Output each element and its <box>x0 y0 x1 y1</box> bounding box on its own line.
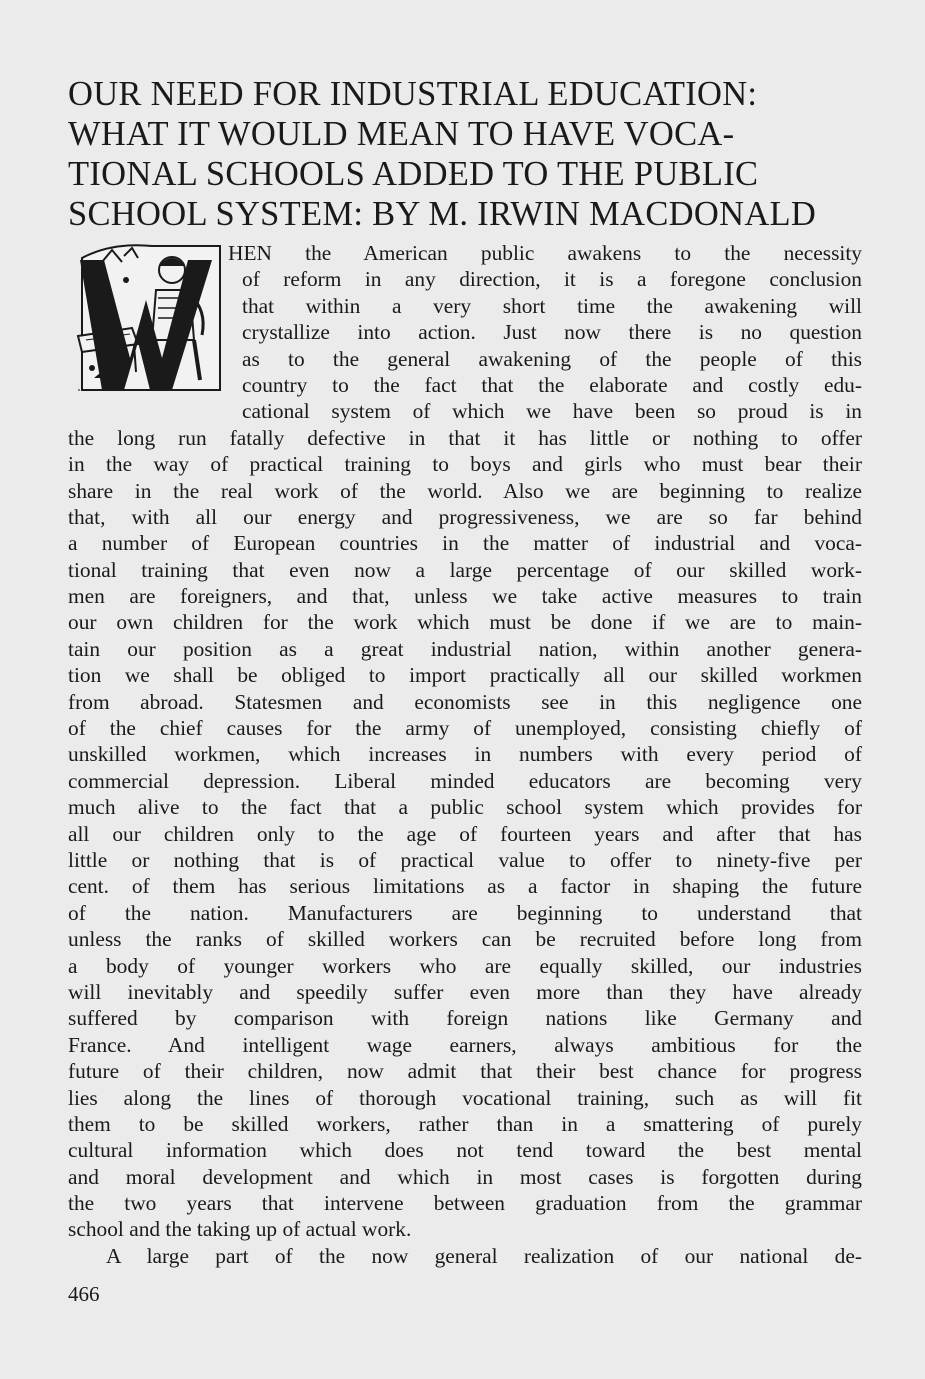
body-line: will inevitably and speedily suffer even more than they have already <box>68 979 862 1004</box>
body-line: future of their children, now admit that their best chance for progress <box>68 1059 862 1084</box>
body-line: tain our position as a great industrial nation, within another genera- <box>68 636 862 661</box>
title-line: OUR NEED FOR INDUSTRIAL EDUCATION: <box>68 75 758 113</box>
body-line: the long run fatally defective in that it has little or nothing to offer <box>68 425 862 450</box>
body-line: unskilled workmen, which increases in numbers with every period of <box>68 742 862 767</box>
body-line: that, with all our energy and progressiveness, we are so far behind <box>68 504 862 529</box>
body-line: and moral development and which in most cases is forgotten during <box>68 1164 862 1189</box>
body-line: our own children for the work which must be done if we are to main- <box>68 610 862 635</box>
body-line: A large part of the now general realization of our national de- <box>106 1243 862 1268</box>
body-line: cational system of which we have been so proud is in <box>242 399 862 424</box>
body-line: share in the real work of the world. Also we are beginning to realize <box>68 478 862 503</box>
body-line: crystallize into action. Just now there is no question <box>242 320 862 345</box>
body-line: France. And intelligent wage earners, always ambitious for the <box>68 1032 862 1057</box>
body-line: HEN the American public awakens to the necessity <box>228 241 862 265</box>
body-line: much alive to the fact that a public school system which provides for <box>68 795 862 820</box>
page-number: 466 <box>68 1282 100 1306</box>
body-line: school and the taking up of actual work. <box>68 1217 412 1242</box>
body-line: them to be skilled workers, rather than in a smattering of purely <box>68 1111 862 1136</box>
title-line: WHAT IT WOULD MEAN TO HAVE VOCA- <box>68 115 735 153</box>
body-line: all our children only to the age of fourteen years and after that has <box>68 821 862 846</box>
body-line: from abroad. Statesmen and economists see in this negligence one <box>68 689 862 714</box>
title-line: TIONAL SCHOOLS ADDED TO THE PUBLIC <box>68 155 759 193</box>
body-line: unless the ranks of skilled workers can be recruited before long from <box>68 927 862 952</box>
body-line: the two years that intervene between graduation from the grammar <box>68 1191 862 1216</box>
body-line: suffered by comparison with foreign nations like Germany and <box>68 1006 862 1031</box>
body-line: country to the fact that the elaborate and costly edu- <box>242 372 862 397</box>
body-line: of reform in any direction, it is a foregone conclusion <box>242 267 862 292</box>
body-line: tional training that even now a large percentage of our skilled work- <box>68 557 862 582</box>
body-line: of the chief causes for the army of unemployed, consisting chiefly of <box>68 716 862 741</box>
article-title <box>68 74 868 234</box>
title-line: SCHOOL SYSTEM: BY M. IRWIN MACDONALD <box>68 195 817 233</box>
body-line: men are foreigners, and that, unless we take active measures to train <box>68 584 862 609</box>
body-line: commercial depression. Liberal minded educators are becoming very <box>68 768 862 793</box>
body-line: as to the general awakening of the people of this <box>242 346 862 371</box>
article-body <box>68 240 862 1269</box>
body-line: cultural information which does not tend toward the best mental <box>68 1138 862 1163</box>
body-line: in the way of practical training to boys and girls who must bear their <box>68 452 862 477</box>
body-line: that within a very short time the awakening will <box>242 293 862 318</box>
body-line: lies along the lines of thorough vocational training, such as will fit <box>68 1085 862 1110</box>
body-line: a number of European countries in the matter of industrial and voca- <box>68 531 862 556</box>
body-line: tion we shall be obliged to import practically all our skilled workmen <box>68 663 862 688</box>
body-line: cent. of them has serious limitations as a factor in shaping the future <box>68 874 862 899</box>
body-line: of the nation. Manufacturers are beginning to understand that <box>68 900 862 925</box>
body-line: little or nothing that is of practical value to offer to ninety-five per <box>68 847 862 872</box>
body-line: a body of younger workers who are equally skilled, our industries <box>68 953 862 978</box>
